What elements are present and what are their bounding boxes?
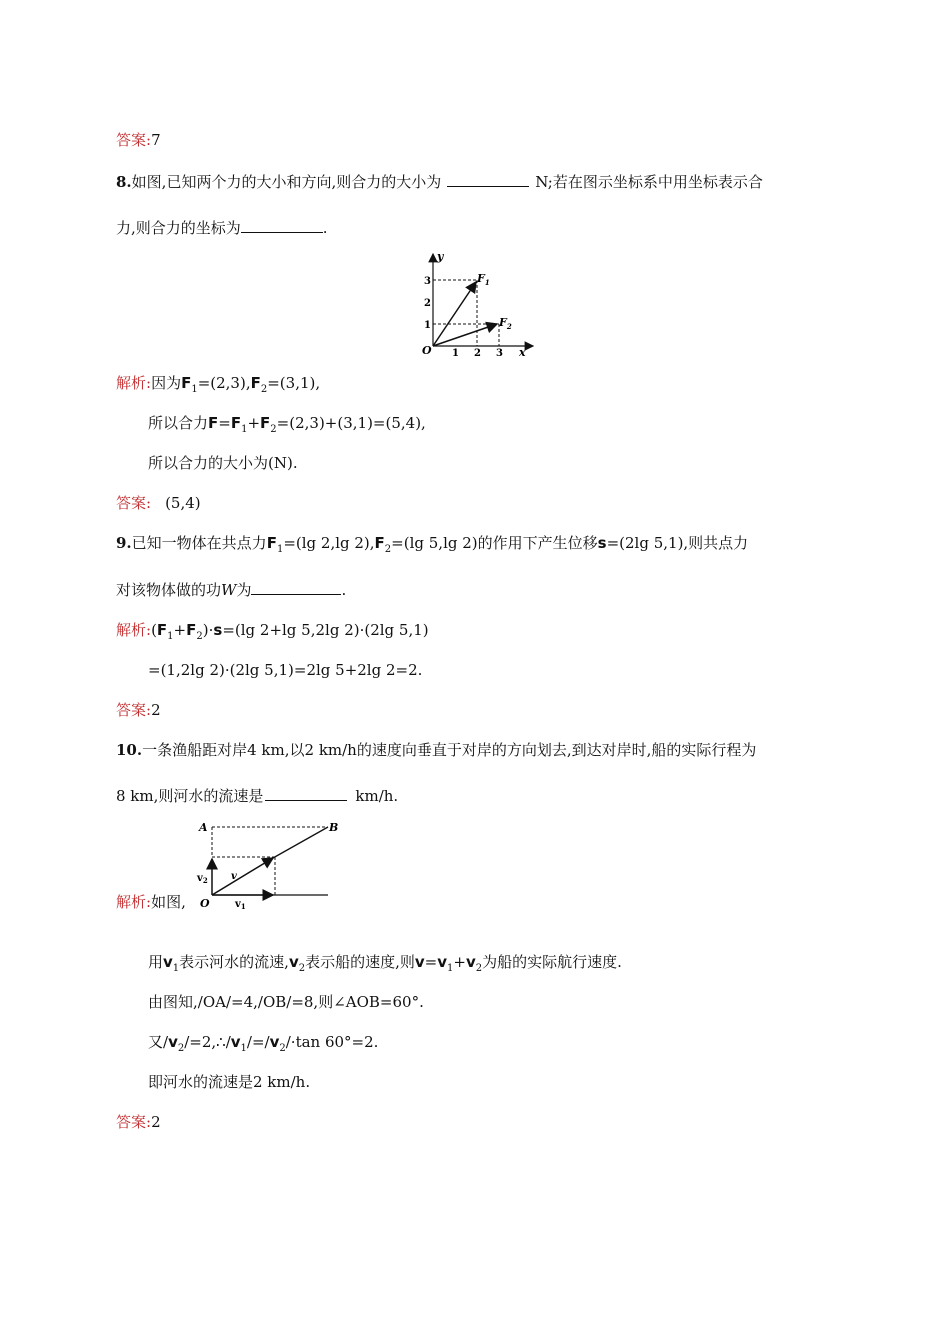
answer-value: 7: [151, 131, 161, 149]
label-v2: $v_2$: [197, 873, 208, 885]
sub-1: 1: [191, 384, 198, 395]
answer-7: [116, 130, 161, 150]
label-b: B: [329, 821, 339, 834]
sub-1: 1: [241, 424, 248, 435]
tick-x-3: 3: [496, 348, 503, 359]
vec-v2: v: [269, 1033, 280, 1051]
vec-v1: v: [437, 953, 448, 971]
q8-sol1-mid: =(2,3),: [197, 374, 251, 392]
q8-solution-line3: 所以合力的大小为(N).: [148, 454, 298, 472]
q9-text-end: =(2lg 5,1),则共点力: [606, 534, 749, 552]
solution-label: 解析:: [116, 621, 152, 639]
q10-sol1-d: 为船的实际航行速度.: [482, 953, 622, 971]
vec-f2: F: [186, 621, 197, 639]
q9-text-mid2: =(lg 5,lg 2)的作用下产生位移: [391, 534, 598, 552]
vec-v: v: [414, 953, 425, 971]
q8-number: 8.: [116, 173, 132, 191]
q10-sol1-a: 用: [148, 953, 164, 971]
q10-blank: [265, 786, 347, 801]
q8-solution-line1: [116, 373, 320, 400]
vec-f1: F: [230, 414, 242, 432]
tick-y-2: 2: [424, 298, 431, 309]
paren-open: (: [151, 621, 157, 639]
q8-answer: [116, 493, 201, 513]
q9-text2-post: 为: [236, 581, 252, 599]
answer-value: 2: [151, 1113, 161, 1131]
q8-sol2-end: =(2,3)+(3,1)=(5,4),: [276, 414, 426, 432]
q10-text-line1: [116, 740, 756, 760]
q9-solution-line2: =(1,2lg 2)·(2lg 5,1)=2lg 5+2lg 2=2.: [148, 661, 423, 679]
q10-text: 一条渔船距对岸4 km,以2 km/h的速度向垂直于对岸的方向划去,到达对岸时,船的实际行程为: [142, 741, 757, 759]
q8-solution-line2: [148, 413, 426, 440]
sub-1: 1: [276, 544, 284, 555]
label-v1: $v_1$: [235, 899, 246, 911]
sub-1: 1: [240, 1043, 247, 1054]
plus: +: [173, 621, 187, 639]
q10-solution-line1: [148, 952, 622, 979]
vec-v1: v: [163, 953, 173, 971]
sub-2: 2: [196, 631, 203, 642]
q9-text2-end: .: [341, 581, 347, 599]
q9-sol1-end: =(lg 2+lg 5,2lg 2)·(2lg 5,1): [222, 621, 429, 639]
vec-s: s: [597, 534, 607, 552]
plus: +: [453, 953, 466, 971]
q10-sol3-a: 又/: [148, 1033, 169, 1051]
q8-text-2: 力,则合力的坐标为: [116, 219, 241, 237]
vec-v1: v: [230, 1033, 241, 1051]
q9-number: 9.: [116, 534, 132, 552]
y-label: y: [437, 250, 444, 263]
q8-text-line1: [116, 172, 763, 192]
q10-text2-end: km/h.: [355, 787, 399, 805]
answer-label: 答案:: [116, 1113, 152, 1131]
label-o: O: [200, 897, 210, 910]
sub-2: 2: [279, 1043, 286, 1054]
answer-label: 答案:: [116, 701, 152, 719]
solution-label: 解析:: [116, 374, 152, 392]
vec-f1: F: [156, 621, 168, 639]
vec-f: F: [208, 414, 219, 432]
label-a: A: [199, 821, 208, 834]
q8-sol2-eq: =: [218, 414, 231, 432]
tick-x-1: 1: [452, 348, 459, 359]
q10-solution-line3: [148, 1032, 378, 1059]
q10-sol-fig: 如图,: [151, 893, 186, 911]
answer-label: 答案:: [116, 131, 152, 149]
vec-v2: v: [465, 953, 476, 971]
label-v: v: [231, 871, 237, 882]
q8-sol2-pre: 所以合力: [148, 414, 209, 432]
origin-label: O: [422, 344, 432, 357]
q10-sol1-b: 表示河水的流速,: [179, 953, 289, 971]
q10-sol3-b: /=2,∴/: [184, 1033, 231, 1051]
var-w: W: [221, 581, 237, 599]
plus: +: [247, 414, 261, 432]
q8-text-b: N;若在图示坐标系中用坐标表示合: [535, 173, 763, 191]
vector-ob: [273, 827, 328, 858]
vec-f2: F: [250, 374, 261, 392]
q9-text-mid: =(lg 2,lg 2),: [283, 534, 375, 552]
vec-v2: v: [288, 953, 299, 971]
answer-label: 答案:: [116, 494, 152, 512]
q8-sol1-end: =(3,1),: [267, 374, 321, 392]
q8-sol1-pre: 因为: [151, 374, 182, 392]
q10-sol3-d: /·tan 60°=2.: [285, 1033, 379, 1051]
q8-force-diagram: [415, 250, 540, 360]
q8-text: 如图,已知两个力的大小和方向,则合力的大小为: [131, 173, 442, 191]
q9-text-pre: 已知一物体在共点力: [131, 534, 267, 552]
eq: =: [424, 953, 438, 971]
q10-number: 10.: [116, 741, 143, 759]
q9-blank: [251, 580, 341, 595]
paren-close: )·: [202, 621, 214, 639]
vec-s: s: [213, 621, 223, 639]
vec-v2: v: [168, 1033, 178, 1051]
vec-f1: F: [181, 374, 192, 392]
sub-2: 2: [260, 384, 268, 395]
q10-text2-pre: 8 km,则河水的流速是: [116, 787, 264, 805]
vector-f2: [433, 324, 497, 346]
q10-solution-line2: 由图知,/OA/=4,/OB/=8,则∠AOB=60°.: [148, 993, 424, 1011]
answer-value: 2: [151, 701, 161, 719]
sub-2: 2: [177, 1043, 185, 1054]
q10-solution-label-line: [116, 892, 186, 912]
solution-label: 解析:: [116, 893, 152, 911]
sub-1: 1: [167, 631, 174, 642]
q9-answer: [116, 700, 161, 720]
vector-v: [212, 858, 273, 895]
tick-y-1: 1: [424, 320, 431, 331]
x-label: x: [519, 346, 526, 359]
q10-velocity-diagram: [195, 815, 339, 911]
sub-1: 1: [172, 963, 180, 974]
sub-2: 2: [384, 544, 392, 555]
sub-2: 2: [298, 963, 306, 974]
vector-f1: [433, 282, 476, 346]
vec-f2: F: [374, 534, 385, 552]
sub-1: 1: [447, 963, 454, 974]
q9-text2-pre: 对该物体做的功: [116, 581, 222, 599]
f1-label: $F_1$: [477, 272, 490, 287]
q9-text-line1: [116, 533, 748, 560]
tick-x-2: 2: [474, 348, 481, 359]
q10-sol1-c: 表示船的速度,则: [305, 953, 415, 971]
vec-f1: F: [266, 534, 277, 552]
q10-sol3-c: /=/: [246, 1033, 270, 1051]
tick-y-3: 3: [424, 276, 431, 287]
answer-value: (5,4): [165, 494, 201, 512]
q10-answer: [116, 1112, 161, 1132]
q10-solution-line4: 即河水的流速是2 km/h.: [148, 1073, 311, 1091]
q9-solution-line1: [116, 620, 429, 647]
q8-text-2-end: .: [322, 219, 328, 237]
sub-2: 2: [475, 963, 483, 974]
q9-text-line2: [116, 580, 346, 600]
vec-f2: F: [260, 414, 271, 432]
q8-text-line2: [116, 218, 328, 238]
q10-text-line2: [116, 786, 398, 806]
q8-blank-2: [241, 218, 323, 233]
sub-2: 2: [270, 424, 277, 435]
f2-label: $F_2$: [499, 316, 512, 331]
q8-blank-1: [447, 172, 529, 187]
